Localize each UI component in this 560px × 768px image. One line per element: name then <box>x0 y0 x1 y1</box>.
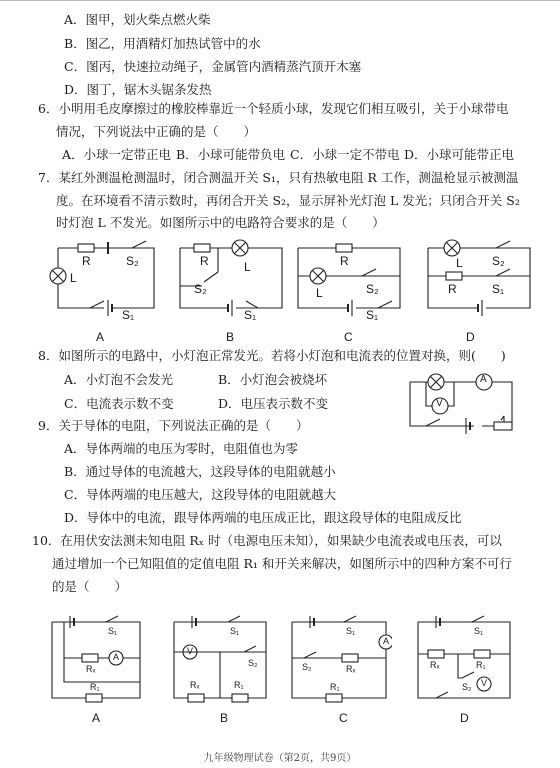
q10a-A-label: A <box>113 652 120 662</box>
q7a-S1-label: S₁ <box>122 308 135 322</box>
q7-stem-line2: 度。在环境看不清示数时，再闭合开关 S₂，显示屏补光灯泡 L 发光；只闭合开关 S₂ <box>56 193 520 208</box>
q8-option-d: D．电压表示数不变 <box>218 396 329 411</box>
q7a-R-label: R <box>82 254 91 268</box>
q7a-L-label: L <box>70 271 77 285</box>
q10-stem-line3: 的是（ ） <box>52 579 128 594</box>
q7-fig-d-caption: D <box>466 330 475 344</box>
q10-fig-c-caption: C <box>339 711 348 725</box>
q8-stem-line1: 8．如图所示的电路中，小灯泡正常发光。若将小灯泡和电流表的位置对换，则( ) <box>38 348 506 363</box>
q10d-R1-label: R₁ <box>476 660 486 670</box>
q10c-Rx-label: Rₓ <box>346 664 356 674</box>
q9-stem-line1: 9．关于导体的电阻，下列说法正确的是（ ） <box>38 418 309 433</box>
q10c-R1-label: R₁ <box>330 682 340 692</box>
q5-option-b: B．图乙，用酒精灯加热试管中的水 <box>64 36 261 51</box>
q6-option-c: C．小球一定不带电 <box>290 147 400 162</box>
q7-fig-b-caption: B <box>226 330 235 344</box>
q7b-S1-label: S₁ <box>244 308 257 322</box>
q10b-Rx-label: Rₓ <box>190 680 200 690</box>
q10d-S1-label: S₁ <box>474 626 484 636</box>
q10a-S1-label: S₁ <box>108 626 118 636</box>
q10c-S2-label: S₂ <box>302 662 312 672</box>
q10a-R1-label: R₁ <box>90 682 100 692</box>
q10a-Rx-label: Rₓ <box>86 664 96 674</box>
q7b-R-label: R <box>200 254 209 268</box>
q7a-S2-label: S₂ <box>126 254 139 268</box>
q10-circuit-c <box>286 612 392 706</box>
q7d-L-label: L <box>456 256 463 270</box>
q7d-S1-label: S₁ <box>492 282 505 296</box>
q10d-Rx-label: Rₓ <box>430 660 440 670</box>
q7c-S1-label: S₁ <box>366 308 379 322</box>
q9-option-c: C．导体两端的电压越大，这段导体的电阻就越大 <box>64 487 337 502</box>
q6-option-b: B．小球可能带负电 <box>176 147 286 162</box>
q10-circuit-d <box>412 612 516 706</box>
q10-fig-b-caption: B <box>220 711 229 725</box>
q6-stem-line2: 情况，下列说法中正确的是（ ） <box>56 124 257 139</box>
q8-option-c: C．电流表示数不变 <box>64 396 174 411</box>
q7-stem-line3: 时灯泡 L 不发光。如图所示中的电路符合要求的是（ ） <box>56 215 385 230</box>
q7c-R-label: R <box>340 254 349 268</box>
q10b-V-label: V <box>187 646 194 656</box>
q10b-S1-label: S₁ <box>230 626 240 636</box>
q7d-S2-label: S₂ <box>492 254 505 268</box>
q5-option-c: C．图丙，快速拉动绳子，金属管内酒精蒸汽顶开木塞 <box>64 59 362 74</box>
q10b-S2-label: S₂ <box>248 658 258 668</box>
q7b-L-label: L <box>244 260 251 274</box>
q10-fig-d-caption: D <box>460 711 469 725</box>
q10-circuit-a <box>46 612 146 706</box>
q7-stem-line1: 7．某红外测温枪测温时，闭合测温开关 S₁，只有热敏电阻 R 工作，测温枪显示被测温 <box>38 170 519 185</box>
q7c-L-label: L <box>316 286 323 300</box>
q7-circuit-d <box>420 236 540 320</box>
q5-option-a: A．图甲，划火柴点燃火柴 <box>64 12 211 27</box>
q10-fig-a-caption: A <box>92 711 101 725</box>
q6-stem-line1: 6．小明用毛皮摩擦过的橡胶棒靠近一个轻质小球，发现它们相互吸引，关于小球带电 <box>38 101 509 116</box>
q7d-R-label: R <box>448 282 457 296</box>
q6-option-d: D．小球可能带正电 <box>404 147 515 162</box>
q10-circuit-b <box>168 612 272 706</box>
q10b-R1-label: R₁ <box>234 680 244 690</box>
q7c-S2-label: S₂ <box>366 282 379 296</box>
q9-option-d: D．导体中的电流，跟导体两端的电压成正比，跟这段导体的电阻成反比 <box>64 510 462 525</box>
q10c-A-label: A <box>383 636 390 646</box>
q10d-S2-label: S₂ <box>462 682 472 692</box>
q6-option-a: A．小球一定带正电 <box>62 147 172 162</box>
page-top-border <box>0 0 560 4</box>
q9-option-a: A．导体两端的电压为零时，电阻值也为零 <box>64 441 299 456</box>
q7-circuit-c <box>290 236 410 320</box>
q8-option-a: A．小灯泡不会发光 <box>64 372 174 387</box>
q9-option-b: B．通过导体的电流越大，这段导体的电阻就越小 <box>64 464 336 479</box>
page-footer: 九年级物理试卷（第2页，共9页） <box>203 753 357 764</box>
q8-option-b: B．小灯泡会被烧坏 <box>218 372 328 387</box>
q8-ammeter-symbol: A <box>480 374 487 385</box>
q7b-S2-label: S₂ <box>194 282 207 296</box>
q10-stem-line2: 通过增加一个已知阻值的定值电阻 R₁ 和开关来解决，如图所示中的四种方案不可行 <box>52 556 512 571</box>
q7-circuit-b <box>172 236 292 320</box>
q7-circuit-a <box>44 236 164 320</box>
q7-fig-c-caption: C <box>344 330 353 344</box>
q10-stem-line1: 10．在用伏安法测未知电阻 Rₓ 时（电源电压未知），如果缺少电流表或电压表，可以 <box>32 533 502 548</box>
q10c-S1-label: S₁ <box>346 626 356 636</box>
q10d-V-label: V <box>481 678 488 688</box>
q5-option-d: D．图丁，锯木头锯条发热 <box>64 82 212 97</box>
q8-voltmeter-symbol: V <box>436 398 443 409</box>
q8-circuit <box>400 368 524 440</box>
q7-fig-a-caption: A <box>96 330 105 344</box>
